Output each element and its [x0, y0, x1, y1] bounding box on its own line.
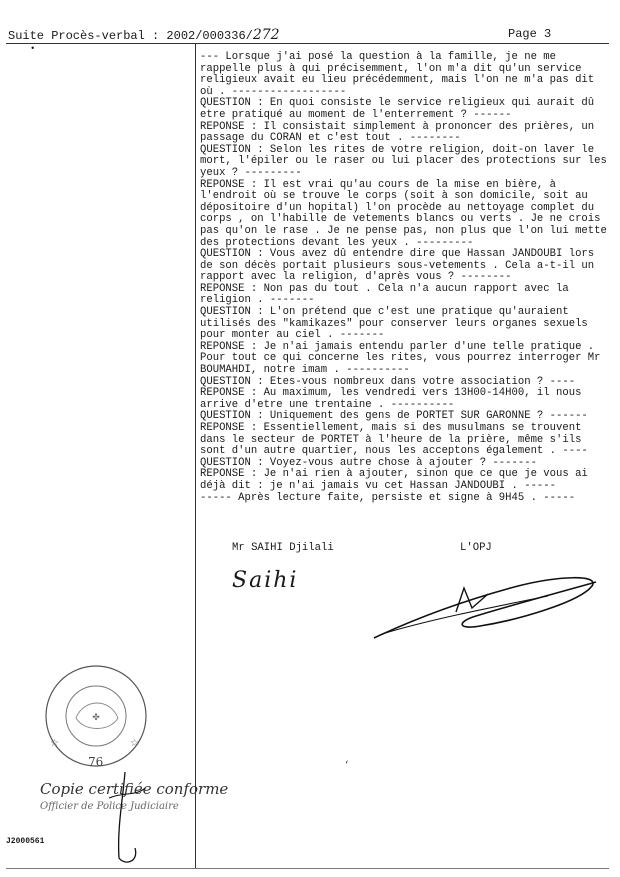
certifier-signature: [95, 768, 155, 868]
stray-mark: ‘: [344, 760, 350, 770]
official-seal: [30, 658, 170, 778]
statement-line: déjà dit : je n'ai jamais vu cet Hassan JANDOUBI . -----: [200, 479, 557, 492]
statement-line: etre pratiqué au moment de l'enterrement ? ------: [200, 108, 512, 121]
statement-line: mort, l'épiler ou le raser ou lui placer des protections sur les: [200, 155, 607, 168]
statement-line: passage du CORAN et c'est tout . --------: [200, 132, 461, 145]
header-rule: [6, 43, 609, 44]
statement-line: l'endroit où se trouve le corps (soit à son domicile, soit au: [200, 190, 588, 203]
statement-line: QUESTION : L'on prétend que c'est une pratique qu'auraient: [200, 306, 569, 319]
certified-copy-subtext: Officier de Police Judiciaire: [40, 801, 179, 812]
statement-line: Pour tout ce qui concerne les rites, vous pourrez interroger Mr: [200, 352, 601, 365]
statement-line: dans le secteur de PORTET à l'heure de la prière, même s'ils: [200, 433, 582, 446]
statement-line: QUESTION : En quoi consiste le service religieux qui aurait dû: [200, 97, 595, 110]
statement-line: --- Lorsque j'ai posé la question à la famille, je ne me: [200, 51, 557, 63]
statement-line: dépositoire d'un hopital) l'on procède au nettoyage complet du: [200, 201, 595, 214]
statement-line: QUESTION : Vous avez dû entendre dire que Hassan JANDOUBI lors: [200, 248, 595, 261]
statement-line: QUESTION : Uniquement des gens de PORTET SUR GARONNE ? ------: [200, 410, 588, 423]
header-left-label: [8, 27, 280, 43]
svg-text:☆: ☆: [50, 738, 59, 749]
witness-signature: Saihi: [232, 568, 299, 593]
statement-line: de son décès portait plusieurs sous-vetements . Cela a-t-il un: [200, 259, 595, 272]
officer-signature: [368, 572, 608, 644]
statement-line: ----- Après lecture faite, persiste et signe à 9H45 . -----: [200, 491, 576, 504]
statement-line: corps , on l'habille de vetements blancs ou verts . Je ne crois: [200, 213, 601, 226]
statement-line: rapport avec la religion, d'après vous ? --------: [200, 271, 512, 284]
margin-rule: [195, 43, 196, 868]
statement-line: arrive d'etre une trentaine . ----------: [200, 398, 455, 411]
statement-line: BOUMAHDI, notre imam . ----------: [200, 364, 410, 377]
officer-role: L'OPJ: [460, 542, 492, 554]
statement-line: REPONSE : Je n'ai jamais entendu parler d'une telle pratique .: [200, 340, 595, 353]
statement-line: REPONSE : Essentiellement, mais si des musulmans se trouvent: [200, 422, 582, 434]
statement-line: sont d'un autre quartier, nous les acceptons également . ----: [200, 445, 588, 458]
document-code: J2000561: [6, 837, 45, 846]
statement-line: QUESTION : Voyez-vous autre chose à ajouter ? -------: [200, 456, 537, 469]
svg-text:☆: ☆: [130, 738, 139, 749]
statement-line: où . ------------------: [200, 85, 347, 98]
page-number: Page 3: [508, 27, 552, 41]
statement-line: QUESTION : Selon les rites de votre religion, doit-on laver le: [200, 143, 595, 156]
certified-copy-stamp: Copie certifiée conforme: [40, 780, 229, 798]
tick-mark: •: [30, 44, 36, 54]
statement-line: pour monter au ciel . -------: [200, 329, 385, 342]
witness-name: Mr SAIHI Djilali: [232, 542, 334, 554]
statement-line: yeux ? ---------: [200, 166, 302, 179]
handwritten-page-ref: 272: [252, 27, 280, 43]
statement-line: religieux avait eu lieu précédemment, mais l'on ne m'a pas dit: [200, 74, 595, 87]
statement-line: REPONSE : Au maximum, les vendredi vers 13H00-14H00, il nous: [200, 387, 582, 400]
statement-line: REPONSE : Il consistait simplement à prononcer des prières, un: [200, 120, 595, 133]
statement-line: des protections devant les yeux . ---------: [200, 236, 474, 249]
statement-line: religion . -------: [200, 294, 315, 307]
statement-line: REPONSE : Je n'ai rien à ajouter, sinon que ce que je vous ai: [200, 468, 588, 481]
statement-line: pas qu'on le rase . Je ne pense pas, non plus que l'on lui mette: [200, 224, 607, 237]
statement-line: REPONSE : Non pas du tout . Cela n'a aucun rapport avec la: [200, 282, 569, 295]
statement-line: QUESTION : Etes-vous nombreux dans votre association ? ----: [200, 375, 576, 388]
statement-body: [200, 51, 607, 504]
procès-verbal-reference: Suite Procès-verbal : 2002/000336/: [8, 29, 253, 43]
svg-text:✤: ✤: [92, 713, 100, 723]
statement-line: utilisés des "kamikazes" pour conserver leurs organes sexuels: [200, 317, 588, 330]
statement-line: rappelle plus à qui précisemment, l'on m'a dit qu'un service: [200, 62, 582, 75]
seal-number: 76: [88, 755, 104, 769]
bottom-rule: [6, 868, 609, 869]
statement-line: REPONSE : Il est vrai qu'au cours de la mise en bière, à: [200, 178, 557, 191]
